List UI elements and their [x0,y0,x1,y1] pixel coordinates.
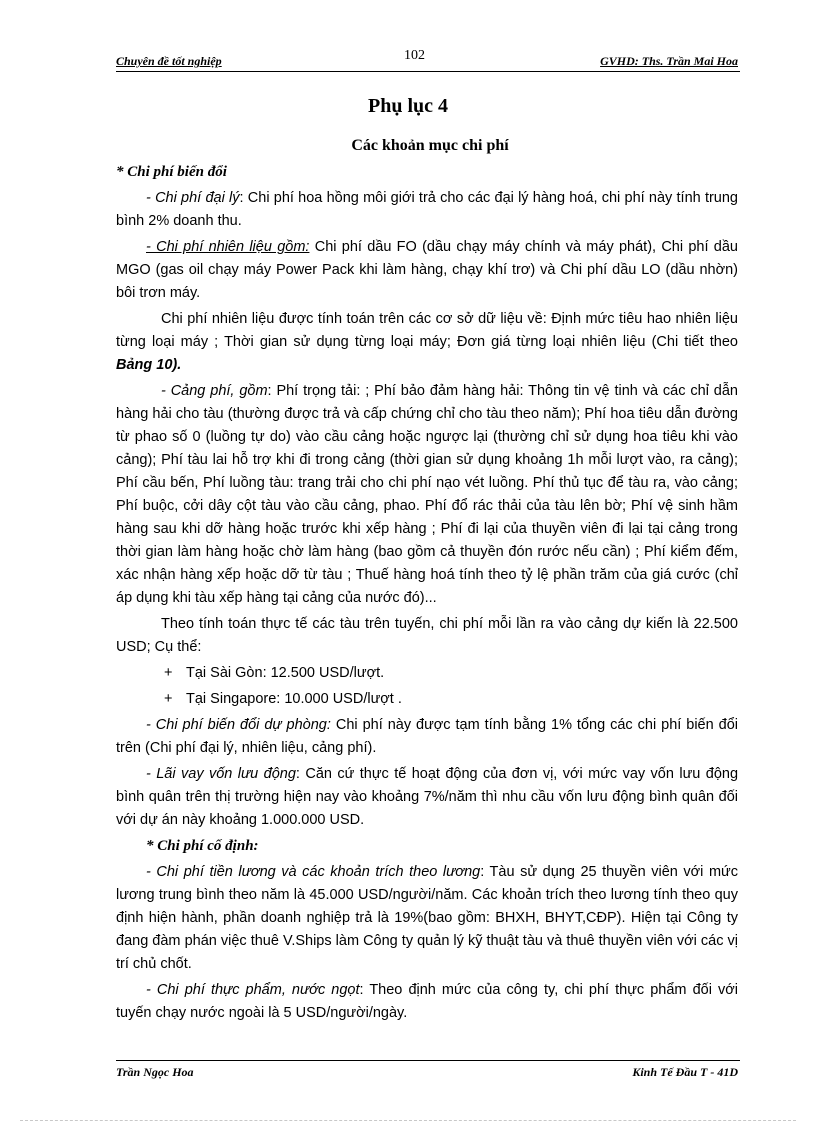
page-header [116,48,738,72]
list-item [116,662,738,685]
paragraph-salaries [116,861,738,976]
table-reference: Bảng 10). [116,357,182,373]
footer-left-text: Trần Ngọc Hoa [116,1065,194,1079]
document-body [116,161,738,1028]
paragraph-fuel-calculation [116,308,738,377]
text-working-capital: : Căn cứ thực tế hoạt động của đơn vị, với mức vay vốn lưu động bình quân trên thị trường hiện nay vào khoảng 7%/năm thì nhu cầu vốn lưu động bình quân đối với dự án này khoảng 1.000.000 USD. [116,766,739,828]
term-contingency: - Chi phí biến đổi dự phòng: [146,717,331,733]
appendix-title: Phụ lục 4 [367,95,449,117]
text-fuel-cost: Chi phí dầu FO (dầu chạy máy chính và máy phát), Chi phí dầu MGO (gas oil chạy máy Power Pack khi làm hàng, chạy khí trơ) và Chi phí dầu LO (dầu nhờn) bôi trơn máy. [116,239,738,301]
text-port-fees: : Phí trọng tải: ; Phí bảo đảm hàng hải: Thông tin vệ tinh và các chỉ dẫn hàng hải cho tàu (thường được trả và cấp chứng chỉ cho tàu theo năm); Phí hoa tiêu dẫn đường từ phao số 0 (luồng tự do) vào cầu cảng hoặc ngược lại (thường chỉ sử dụng hoa tiêu khi vào cảng); Phí tàu lai hỗ trợ khi đi trong cảng (thời gian sử dụng khoảng 1h mỗi lượt vào, ra cảng); Phí cầu bến, Phí luồng tàu: trang trải cho chi phí nạo vét luồng. Phí thủ tục để tàu ra, vào cảng; Phí buộc, cởi dây cột tàu vào cầu cảng, phao. Phí đổ rác thải của tàu lên bờ; Phí vệ sinh hầm hàng sau khi dỡ hàng hoặc trước khi xếp hàng ; Phí đi lại của thuyền viên đi lại tại cảng trong thời gian làm hàng hoặc chờ làm hàng (bao gồm cả thuyền đón rước nếu cần) ; Phí kiểm đếm, xác nhận hàng xếp hoặc dỡ từ tàu ; Thuế hàng hoá tính theo tỷ lệ phần trăm của giá cước (chỉ áp dụng khi tàu xếp hàng tại cảng của nước đó)... [116,383,738,606]
text-food-water: : Theo định mức của công ty, chi phí thực phẩm đối với tuyến chạy nước ngoài là 5 USD/người/ngày. [116,982,738,1021]
bullet-saigon: Tại Sài Gòn: 12.500 USD/lượt. [186,665,385,681]
paragraph-contingency [116,714,738,760]
term-agency-fee: - Chi phí đại lý [146,190,240,206]
page-edge [20,1120,796,1121]
section-heading-fixed-costs: * Chi phí cố định: [146,838,259,854]
footer-rule [116,1060,740,1061]
bullet-marker: + [164,691,173,707]
paragraph-port-fees [116,380,738,610]
text-agency-fee: : Chi phí hoa hồng môi giới trả cho các đại lý hàng hoá, chi phí này tính trung bình 2% doanh thu. [116,190,738,229]
paragraph-port-estimate [116,613,738,659]
text-port-estimate: Theo tính toán thực tế các tàu trên tuyến, chi phí mỗi lần ra vào cảng dự kiến là 22.500 USD; Cụ thể: [116,616,738,655]
bullet-singapore: Tại Singapore: 10.000 USD/lượt . [186,691,402,707]
list-item [116,688,738,711]
text-contingency: Chi phí này được tạm tính bằng 1% tổng các chi phí biến đổi trên (Chi phí đại lý, nhiên liệu, cảng phí). [116,717,738,756]
header-left-text: Chuyên đề tốt nghiệp [116,54,222,68]
header-rule [116,71,740,72]
term-fuel-cost: - Chi phí nhiên liệu gồm: [146,239,310,255]
paragraph-working-capital [116,763,738,832]
paragraph-food-water [116,979,738,1025]
bullet-marker: + [164,665,173,681]
header-right-text: GVHD: Ths. Trần Mai Hoa [600,54,738,68]
section-heading-variable-costs: * Chi phí biến đổi [116,164,227,180]
page-number: 102 [404,48,425,63]
term-salaries: - Chi phí tiền lương và các khoản trích theo lương [146,864,481,880]
paragraph-fuel-cost [116,236,738,305]
term-port-fees: - Cảng phí, gồm [161,383,268,399]
appendix-subtitle: Các khoản mục chi phí [351,137,509,154]
paragraph-agency-fee [116,187,738,233]
text-fuel-calculation: Chi phí nhiên liệu được tính toán trên các cơ sở dữ liệu về: Định mức tiêu hao nhiên liệu từng loại máy ; Thời gian sử dụng từng loại máy; Đơn giá từng loại nhiên liệu (Chi tiết theo [116,311,738,350]
term-working-capital: - Lãi vay vốn lưu động [146,766,296,782]
footer-right-text: Kinh Tế Đầu T - 41D [632,1065,738,1079]
text-salaries: : Tàu sử dụng 25 thuyền viên với mức lương trung bình theo năm là 45.000 USD/người/năm. Các khoản trích theo lương tính theo quy định hiện hành, phần doanh nghiệp trả là 19%(bao gồm: BHXH, BHYT,CĐP). Hiện tại Công ty đang đàm phán việc thuê V.Ships làm Công ty quản lý kỹ thuật tàu và thuê thuyền viên với các vị trí chủ chốt. [116,864,738,972]
term-food-water: - Chi phí thực phẩm, nước ngọt [146,982,360,998]
